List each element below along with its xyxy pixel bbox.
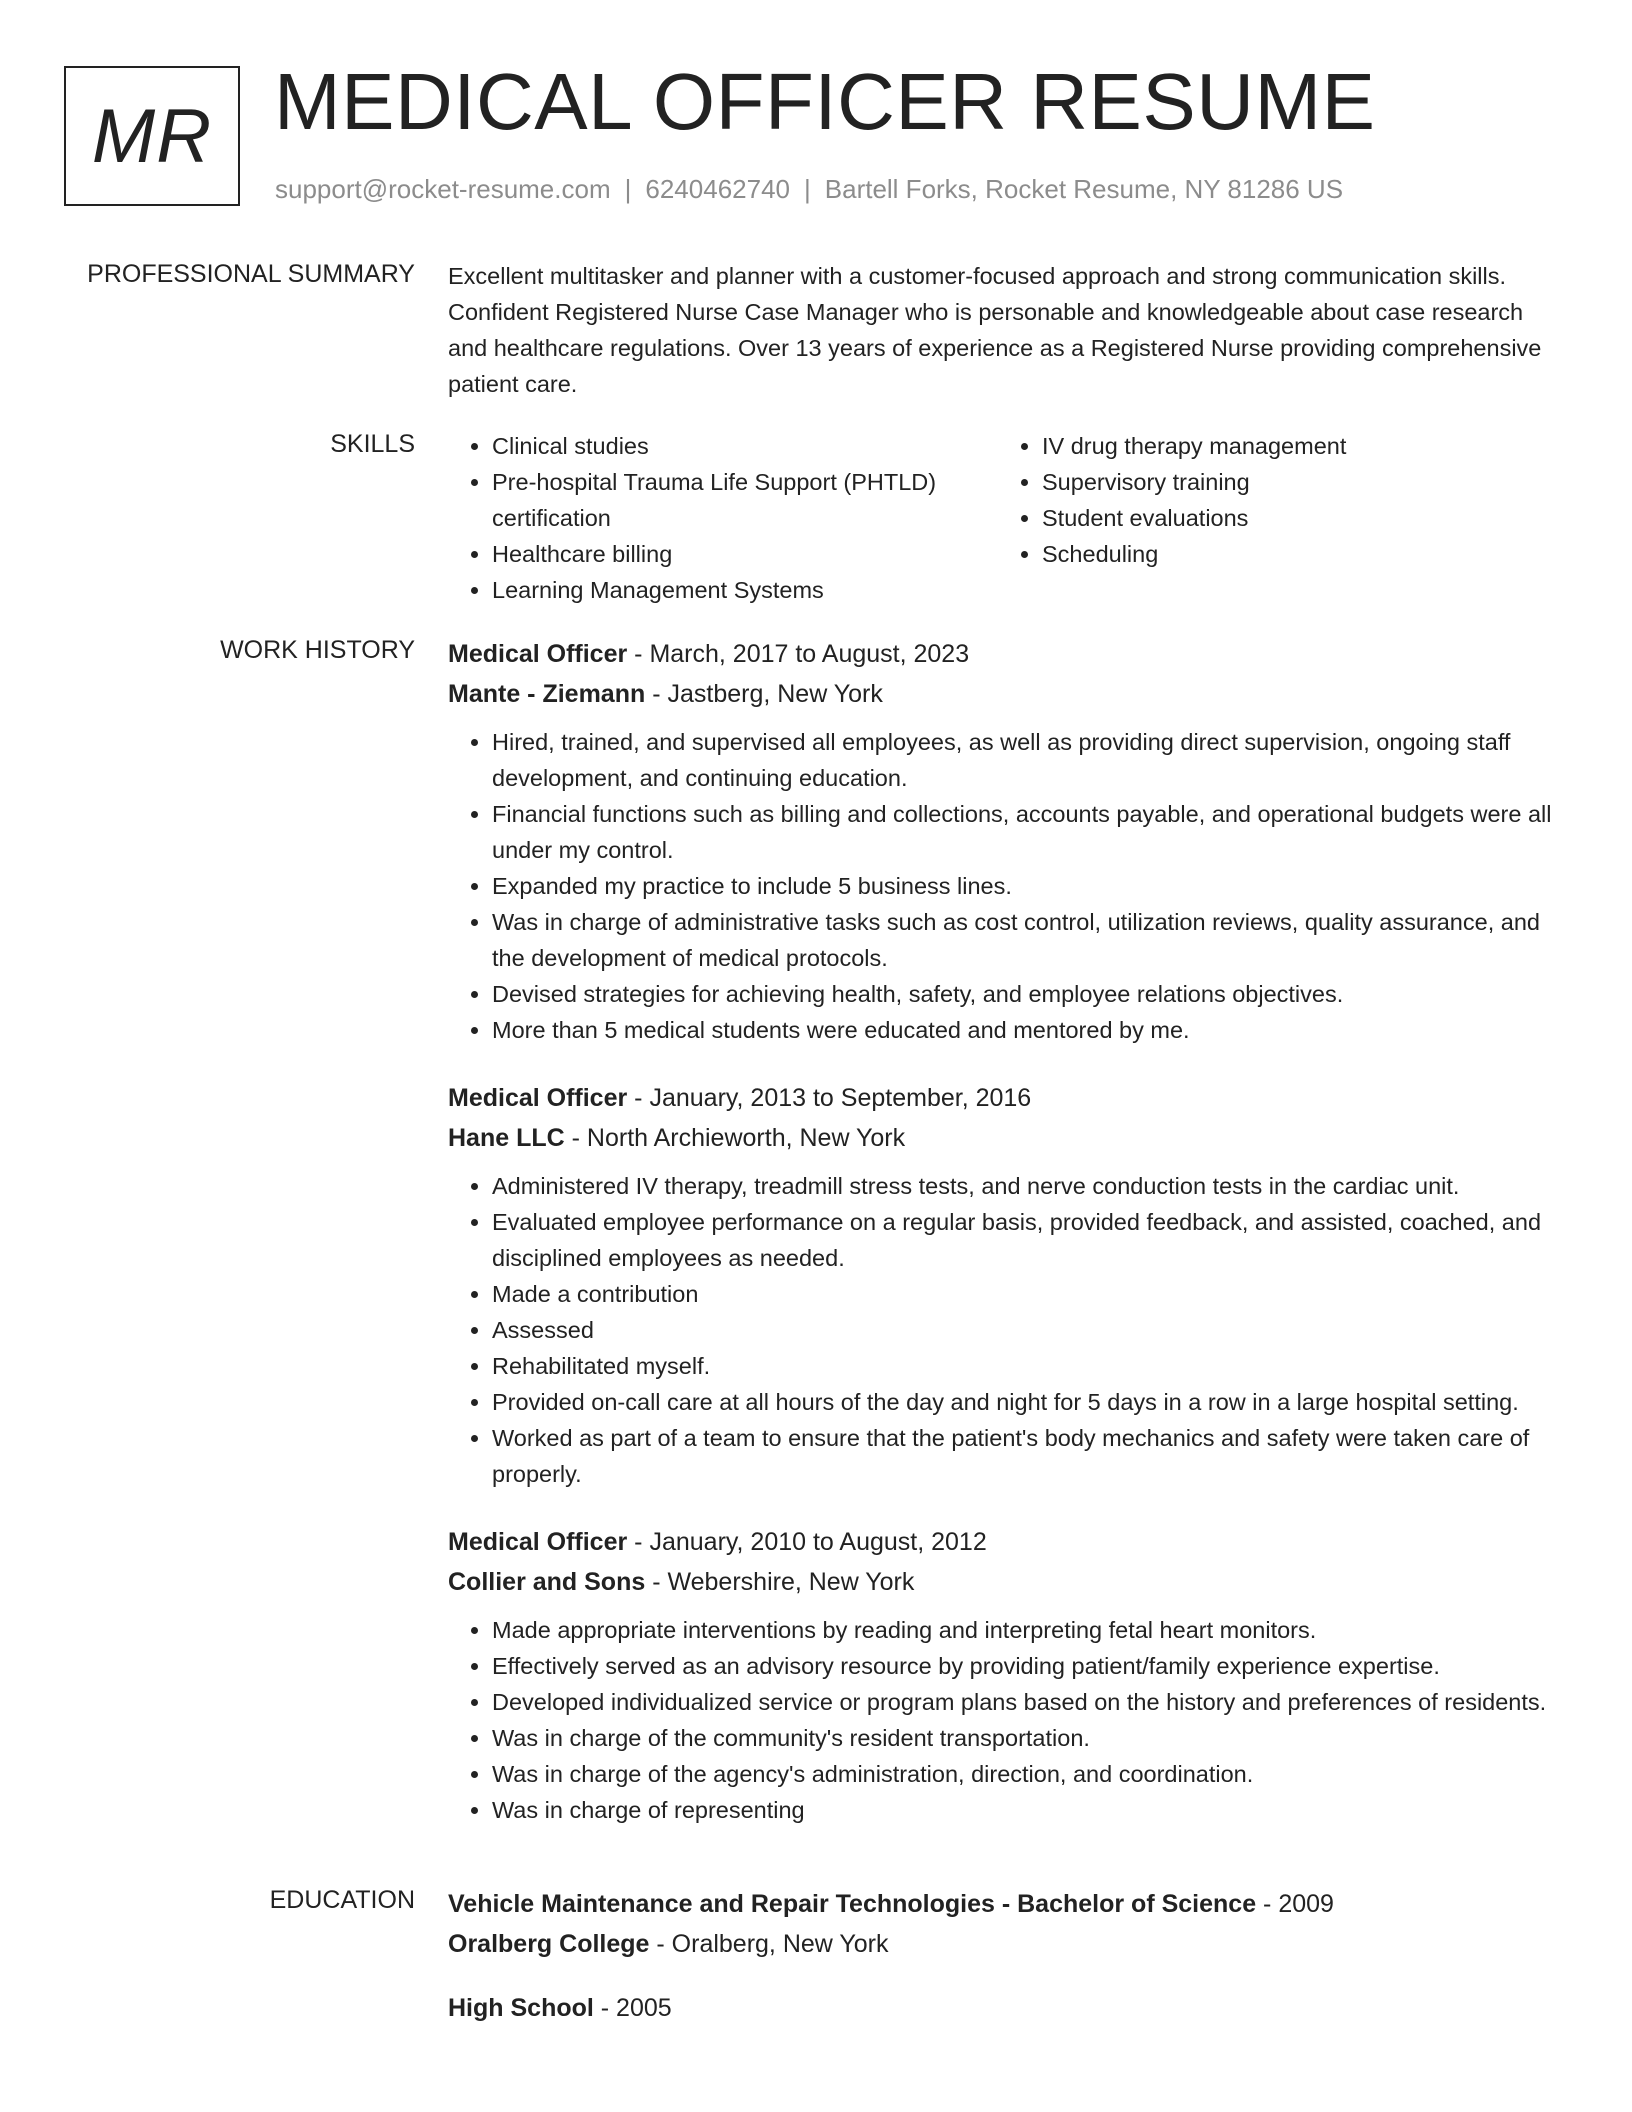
job-bullet: • Administered IV therapy, treadmill stress tests, and nerve conduction tests in the cardiac unit. [492, 1168, 1566, 1204]
job-bullets [448, 724, 1566, 1048]
skills-section [0, 428, 1632, 608]
job-company: Mante - Ziemann [448, 680, 646, 708]
job-bullet: • Developed individualized service or program plans based on the history and preferences of residents. [492, 1684, 1566, 1720]
job-bullet: • Was in charge of the agency's administration, direction, and coordination. [492, 1756, 1566, 1792]
job-bullet: • Made a contribution [492, 1276, 1566, 1312]
job-title: Medical Officer [448, 1528, 628, 1556]
skills-label: SKILLS [330, 430, 415, 458]
contact-separator: | [624, 174, 632, 204]
education-entry [448, 1988, 1566, 2028]
job-entry [448, 1522, 1566, 1828]
resume-sections [0, 258, 1632, 2078]
education-label: EDUCATION [269, 1886, 415, 1914]
job-bullets [448, 1612, 1566, 1828]
education-entry [448, 1884, 1566, 1964]
job-company: Collier and Sons [448, 1568, 646, 1596]
work-history-label: WORK HISTORY [220, 636, 415, 664]
contact-email: support@rocket-resume.com [275, 174, 611, 204]
job-location: - Jastberg, New York [645, 680, 883, 708]
education-year: - 2005 [593, 1994, 672, 2022]
job-bullet: • Expanded my practice to include 5 business lines. [492, 868, 1566, 904]
skill-item: • Pre-hospital Trauma Life Support (PHTLD) certification [492, 464, 998, 536]
summary-label: PROFESSIONAL SUMMARY [87, 260, 415, 288]
job-dates: - January, 2010 to August, 2012 [627, 1528, 987, 1556]
summary-section [0, 258, 1632, 402]
job-entry [448, 634, 1566, 1048]
job-location: - North Archieworth, New York [564, 1124, 906, 1152]
job-bullet: • Hired, trained, and supervised all employees, as well as providing direct supervision, ongoing staff development, and continuing education. [492, 724, 1566, 796]
job-bullet: • Was in charge of administrative tasks such as cost control, utilization reviews, quality assurance, and the development of medical protocols. [492, 904, 1566, 976]
monogram-badge [64, 66, 240, 206]
skill-item: • Student evaluations [1042, 500, 1548, 536]
job-bullet: • Worked as part of a team to ensure that the patient's body mechanics and safety were taken care of properly. [492, 1420, 1566, 1492]
contact-line [275, 174, 1343, 205]
job-bullet: • Financial functions such as billing and collections, accounts payable, and operational budgets were all under my control. [492, 796, 1566, 868]
job-bullet: • Assessed [492, 1312, 1566, 1348]
resume-title: MEDICAL OFFICER RESUME [274, 57, 1376, 146]
education-degree: High School [448, 1994, 594, 2022]
education-degree: Vehicle Maintenance and Repair Technologies - Bachelor of Science [448, 1890, 1257, 1918]
job-bullet: • Effectively served as an advisory resource by providing patient/family experience expertise. [492, 1648, 1566, 1684]
job-company: Hane LLC [448, 1124, 565, 1152]
job-bullets [448, 1168, 1566, 1492]
skill-item: • Supervisory training [1042, 464, 1548, 500]
job-bullet: • Made appropriate interventions by reading and interpreting fetal heart monitors. [492, 1612, 1566, 1648]
skill-item: • Scheduling [1042, 536, 1548, 572]
job-dates: - March, 2017 to August, 2023 [627, 640, 970, 668]
job-title: Medical Officer [448, 1084, 628, 1112]
skills-column-1 [448, 428, 998, 608]
skill-item: • Learning Management Systems [492, 572, 998, 608]
skill-item: • IV drug therapy management [1042, 428, 1548, 464]
job-title: Medical Officer [448, 640, 628, 668]
job-bullet: • More than 5 medical students were educated and mentored by me. [492, 1012, 1566, 1048]
job-bullet: • Devised strategies for achieving health, safety, and employee relations objectives. [492, 976, 1566, 1012]
summary-text: Excellent multitasker and planner with a customer-focused approach and strong communication skills. Confident Registered Nurse Case Manager who is personable and knowledgeable about case research and healthcare regulations. Over 13 years of experience as a Registered Nurse providing comprehensive patient care. [448, 263, 1542, 397]
job-bullet: • Rehabilitated myself. [492, 1348, 1566, 1384]
skills-column-2 [998, 428, 1548, 608]
monogram-text: MR [91, 93, 213, 179]
job-bullet: • Was in charge of the community's resident transportation. [492, 1720, 1566, 1756]
contact-separator: | [804, 174, 811, 204]
job-location: - Webershire, New York [645, 1568, 915, 1596]
skill-item: • Clinical studies [492, 428, 998, 464]
job-bullet: • Evaluated employee performance on a regular basis, provided feedback, and assisted, coached, and disciplined employees as needed. [492, 1204, 1566, 1276]
education-location: - Oralberg, New York [649, 1930, 889, 1958]
job-bullet: • Provided on-call care at all hours of the day and night for 5 days in a row in a large hospital setting. [492, 1384, 1566, 1420]
job-bullet: • Was in charge of representing [492, 1792, 1566, 1828]
job-dates: - January, 2013 to September, 2016 [627, 1084, 1032, 1112]
contact-address: Bartell Forks, Rocket Resume, NY 81286 US [824, 174, 1344, 204]
education-school: Oralberg College [448, 1930, 650, 1958]
education-section [0, 1884, 1632, 2052]
work-history-section [0, 634, 1632, 1858]
skill-item: • Healthcare billing [492, 536, 998, 572]
education-year: - 2009 [1256, 1890, 1334, 1918]
contact-phone: 6240462740 [645, 174, 790, 204]
job-entry [448, 1078, 1566, 1492]
